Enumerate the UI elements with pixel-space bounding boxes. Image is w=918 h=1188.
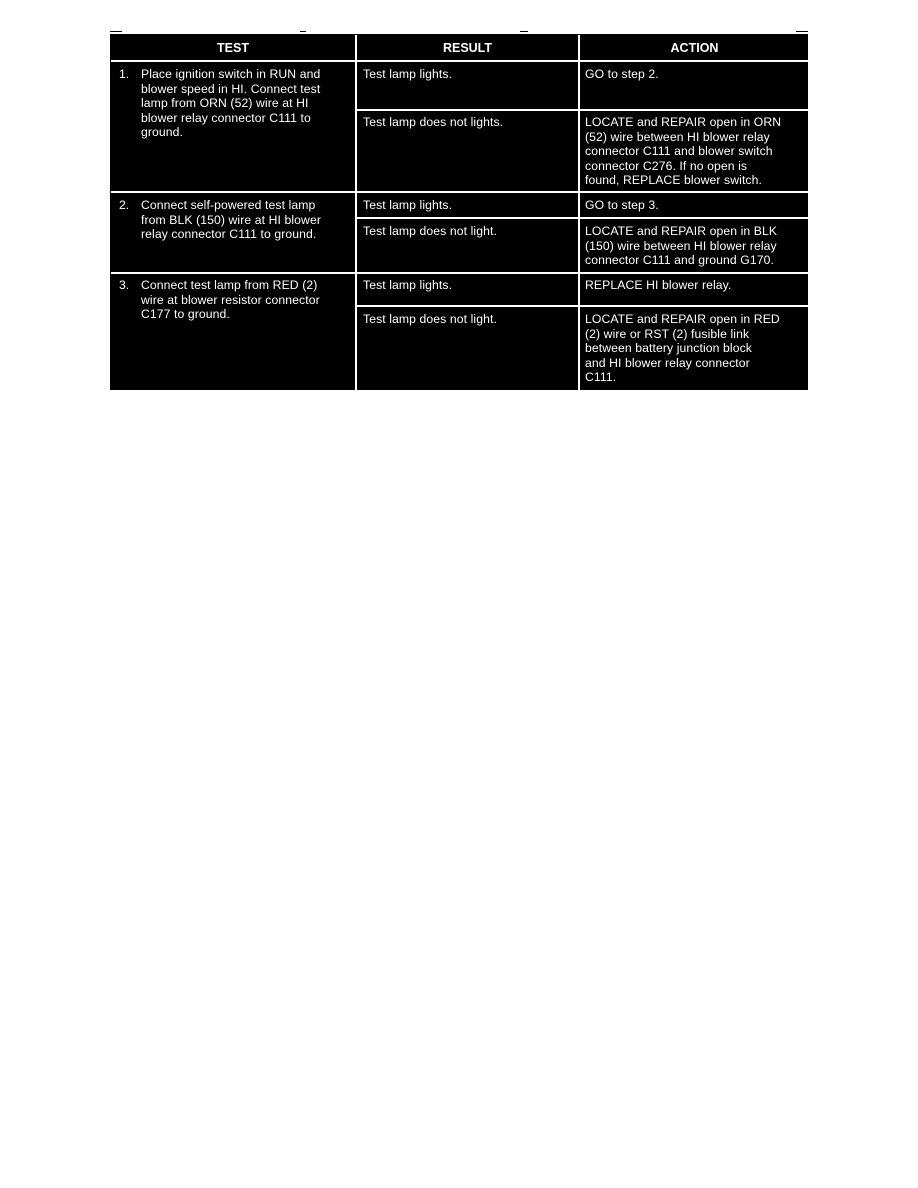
row-divider: [357, 109, 809, 111]
step-number: 2.: [119, 198, 130, 212]
scan-mark: [520, 31, 528, 32]
result-text: Test lamp does not light.: [363, 312, 497, 326]
column-divider: [578, 35, 580, 391]
header-test: TEST: [217, 41, 249, 55]
diagnostic-table: [110, 34, 808, 390]
scan-mark: [796, 31, 808, 32]
action-text: LOCATE and REPAIR open in ORN (52) wire between HI blower relay connector C111 and blower switch connector C276. If no open is found, REPLACE blower switch.: [585, 115, 782, 187]
result-text: Test lamp does not lights.: [363, 115, 504, 129]
row-divider: [357, 217, 809, 219]
action-text: GO to step 2.: [585, 67, 659, 81]
scan-mark: [300, 31, 306, 32]
step-divider: [111, 272, 809, 274]
action-text: GO to step 3.: [585, 198, 659, 212]
column-divider: [355, 35, 357, 391]
step-divider: [111, 191, 809, 193]
step-number: 3.: [119, 278, 130, 292]
result-text: Test lamp lights.: [363, 278, 453, 292]
action-text: REPLACE HI blower relay.: [585, 278, 732, 292]
step-test-text: Connect test lamp from RED (2) wire at blower resistor connector C177 to ground.: [141, 278, 320, 321]
action-text: LOCATE and REPAIR open in RED (2) wire or RST (2) fusible link between battery junction block and HI blower relay connector C111.: [585, 312, 780, 384]
step-number: 1.: [119, 67, 130, 81]
header-divider: [111, 60, 809, 62]
result-text: Test lamp lights.: [363, 67, 453, 81]
result-text: Test lamp does not light.: [363, 224, 497, 238]
step-test-text: Place ignition switch in RUN and blower speed in HI. Connect test lamp from ORN (52) wire at HI blower relay connector C111 to ground.: [141, 67, 321, 139]
header-action: ACTION: [670, 41, 719, 55]
result-text: Test lamp lights.: [363, 198, 453, 212]
scan-mark: [110, 31, 122, 32]
header-result: RESULT: [442, 41, 493, 55]
action-text: LOCATE and REPAIR open in BLK (150) wire between HI blower relay connector C111 and ground G170.: [585, 224, 778, 267]
row-divider: [357, 305, 809, 307]
step-test-text: Connect self-powered test lamp from BLK (150) wire at HI blower relay connector C111 to ground.: [141, 198, 321, 241]
